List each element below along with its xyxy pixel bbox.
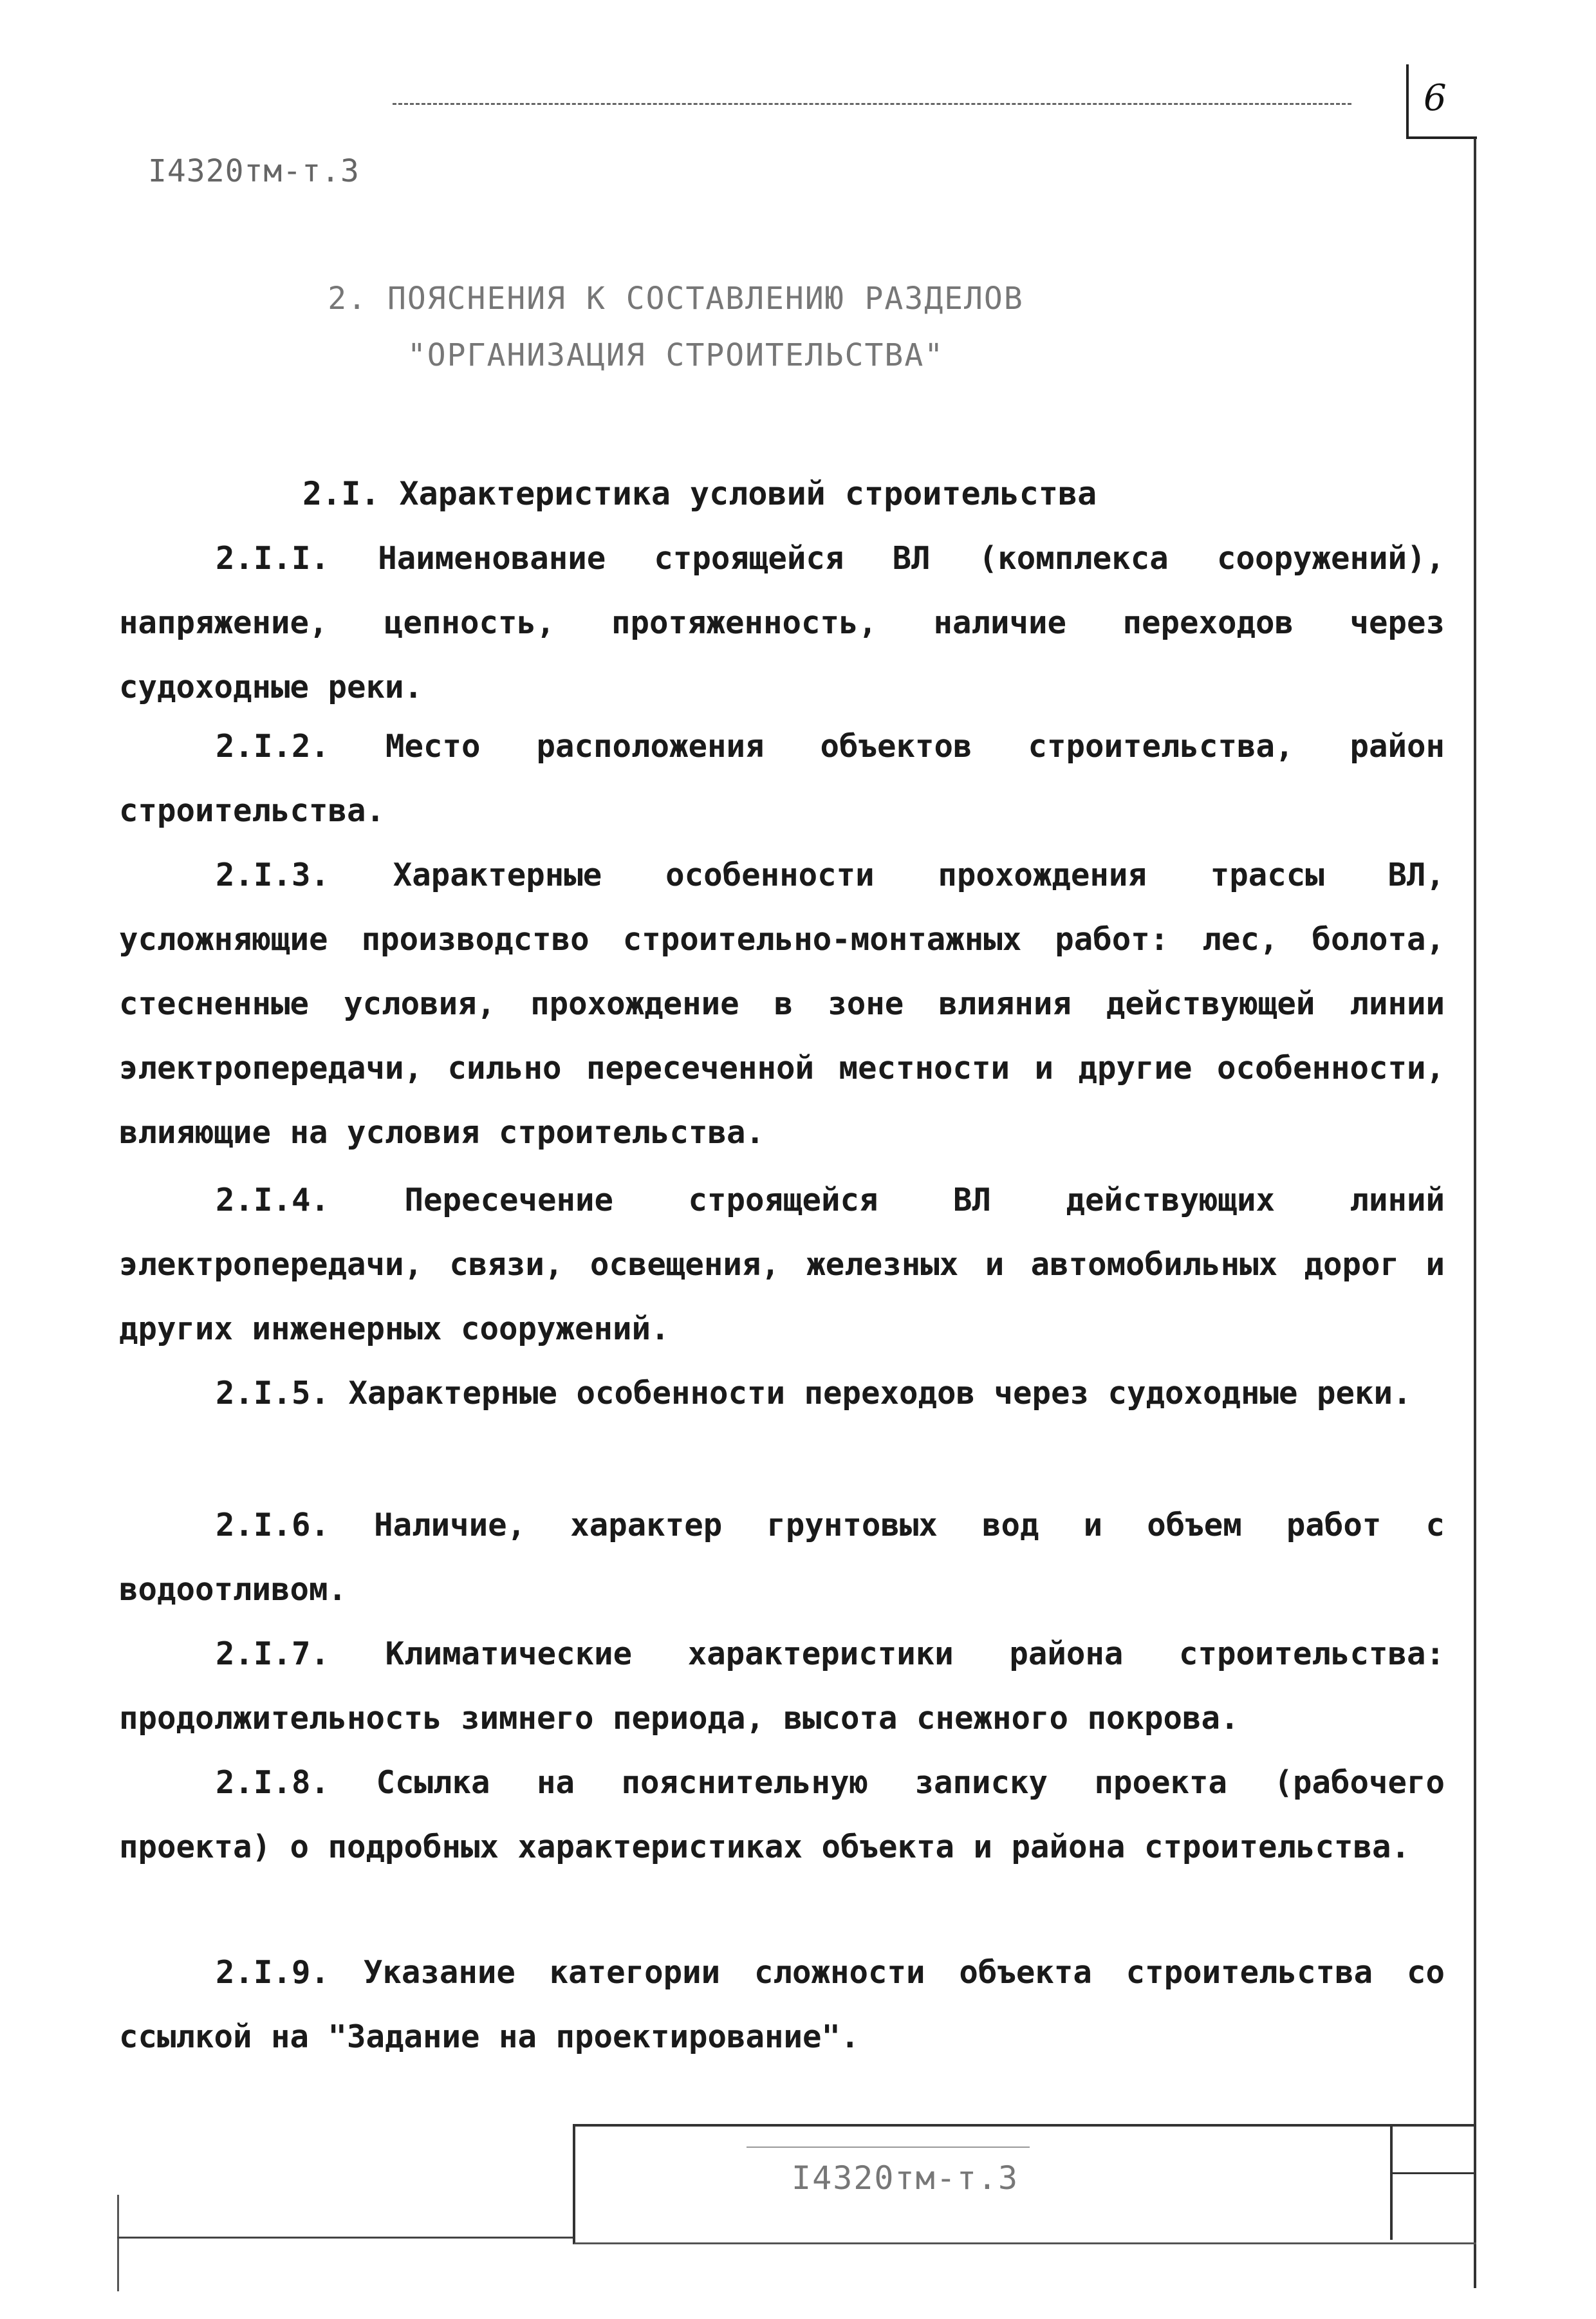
paragraph-2-1-6: 2.I.6. Наличие, характер грунтовых вод и объем работ с водоотливом.: [119, 1507, 1445, 1608]
page-number: 6: [1424, 77, 1447, 119]
subsection-heading: 2.I. Характеристика условий строительства: [302, 475, 1097, 512]
title-block-stamp: [573, 2124, 1476, 2244]
stamp-cell-line: [1390, 2172, 1474, 2174]
corner-frame-vertical: [1406, 64, 1409, 136]
paragraph-2-1-4: 2.I.4. Пересечение строящейся ВЛ действующих линий электропередачи, связи, освещения, железных и автомобильных дорог и других инженерных сооружений.: [119, 1182, 1445, 1347]
stamp-divider: [1390, 2124, 1393, 2240]
corner-frame-horizontal: [1406, 136, 1477, 139]
section-title-line-2: "ОРГАНИЗАЦИЯ СТРОИТЕЛЬСТВА": [407, 337, 945, 373]
paragraph-2-1-8: 2.I.8. Ссылка на пояснительную записку проекта (рабочего проекта) о подробных характеристиках объекта и района строительства.: [119, 1764, 1445, 1865]
section-title: [257, 270, 1094, 384]
paragraph-2-1-1: 2.I.I. Наименование строящейся ВЛ (комплекса сооружений), напряжение, цепность, протяженность, наличие переходов через судоходные реки.: [119, 540, 1445, 705]
document-code: I4320тм-т.3: [148, 153, 360, 189]
stamp-document-code: I4320тм-т.3: [792, 2159, 1019, 2197]
paragraph-2-1-2: 2.I.2. Место расположения объектов строительства, район строительства.: [119, 728, 1445, 829]
bottom-left-rule: [117, 2237, 573, 2239]
stamp-code-rule: [747, 2147, 1030, 2148]
paragraph-2-1-3: 2.I.3. Характерные особенности прохождения трассы ВЛ, усложняющие производство строительно-монтажных работ: лес, болота, стесненные условия, прохождение в зоне влияния действующей линии электропередачи, сильно пересеченной местности и другие особенности, влияющие на условия строительства.: [119, 857, 1445, 1151]
paragraph-2-1-5: 2.I.5. Характерные особенности переходов через судоходные реки.: [216, 1375, 1412, 1411]
margin-mark: [117, 2195, 119, 2291]
paragraph-2-1-9: 2.I.9. Указание категории сложности объекта строительства со ссылкой на "Задание на проектирование".: [119, 1954, 1445, 2055]
right-border-line: [1474, 138, 1476, 2288]
top-rule: [393, 103, 1351, 105]
section-title-line-1: 2. ПОЯСНЕНИЯ К СОСТАВЛЕНИЮ РАЗДЕЛОВ: [328, 281, 1024, 317]
paragraph-2-1-7: 2.I.7. Климатические характеристики района строительства: продолжительность зимнего периода, высота снежного покрова.: [119, 1635, 1445, 1737]
